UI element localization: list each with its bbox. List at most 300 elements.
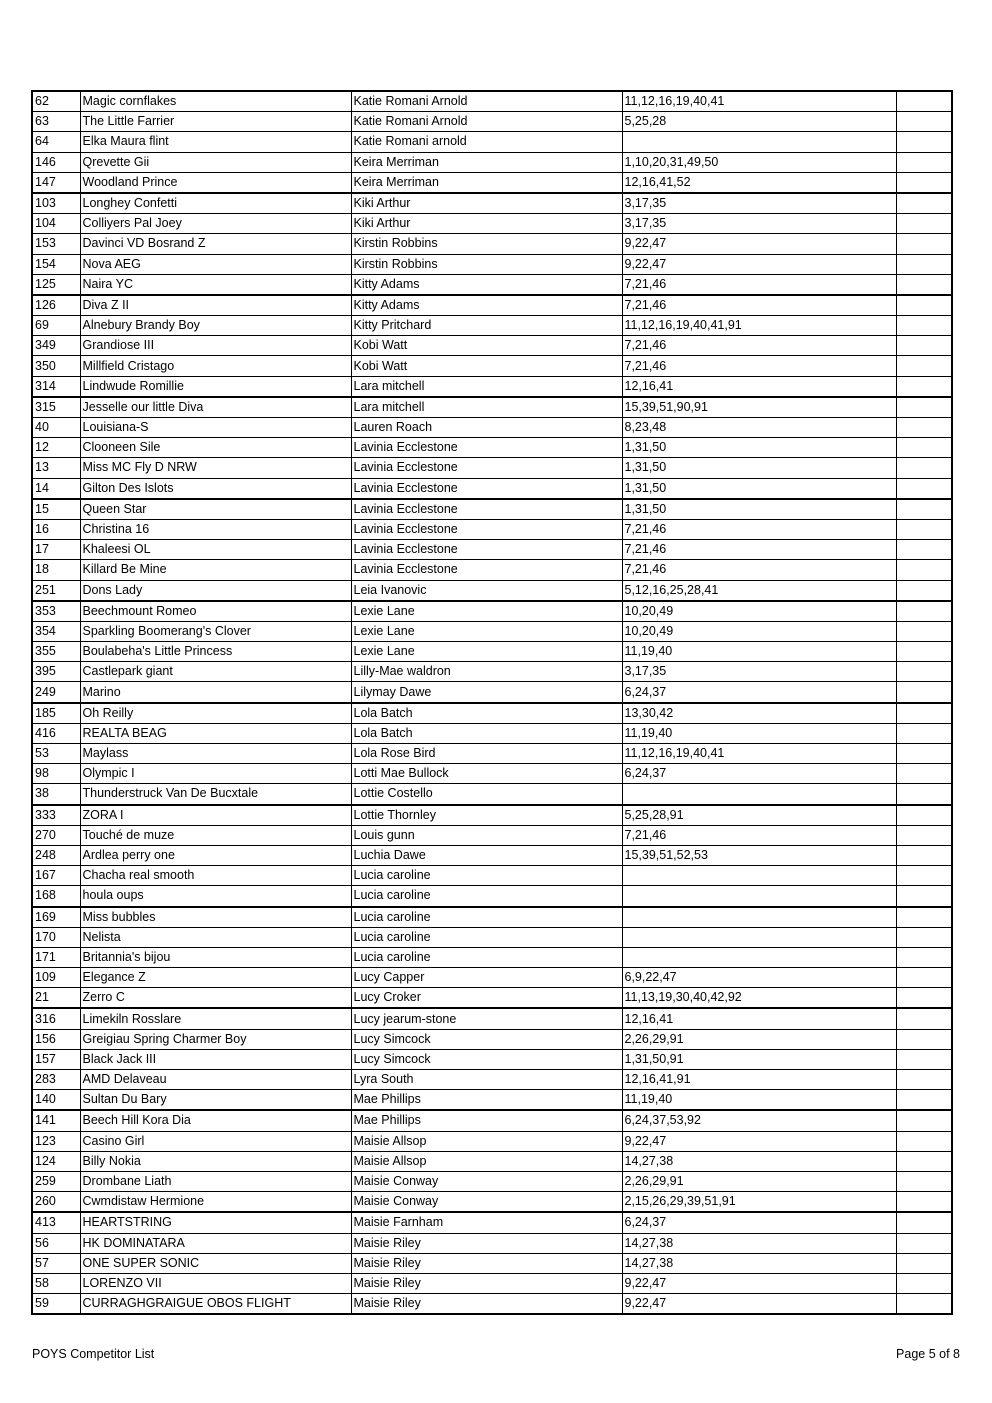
entry-number-cell: 124 [32,1151,80,1171]
table-row [32,316,952,336]
table-row [32,418,952,438]
table-row [32,397,952,418]
rider-name-cell: Lavinia Ecclestone [351,478,622,499]
horse-name-cell: Maylass [80,744,351,764]
extra-cell [896,478,952,499]
horse-name-cell: ONE SUPER SONIC [80,1253,351,1273]
classes-cell: 12,16,41,52 [622,172,896,193]
table-row [32,519,952,539]
table-row [32,132,952,152]
entry-number-cell: 168 [32,886,80,907]
entry-number-cell: 98 [32,764,80,784]
rider-name-cell: Lexie Lane [351,642,622,662]
horse-name-cell: Britannia's bijou [80,947,351,967]
extra-cell [896,1273,952,1293]
rider-name-cell: Lyra South [351,1070,622,1090]
extra-cell [896,91,952,112]
classes-cell: 9,22,47 [622,254,896,274]
rider-name-cell: Lilly-Mae waldron [351,662,622,682]
table-row [32,1151,952,1171]
entry-number-cell: 270 [32,825,80,845]
table-row [32,845,952,865]
entry-number-cell: 57 [32,1253,80,1273]
table-row [32,540,952,560]
extra-cell [896,1049,952,1069]
entry-number-cell: 62 [32,91,80,112]
table-row [32,744,952,764]
rider-name-cell: Lavinia Ecclestone [351,540,622,560]
table-row [32,336,952,356]
entry-number-cell: 21 [32,988,80,1009]
entry-number-cell: 140 [32,1090,80,1111]
horse-name-cell: Miss bubbles [80,907,351,928]
entry-number-cell: 154 [32,254,80,274]
rider-name-cell: Kitty Adams [351,274,622,295]
classes-cell: 8,23,48 [622,418,896,438]
table-row [32,1253,952,1273]
table-row [32,784,952,805]
rider-name-cell: Lucy jearum-stone [351,1008,622,1029]
rider-name-cell: Lottie Costello [351,784,622,805]
table-row [32,356,952,376]
classes-cell: 1,31,50 [622,478,896,499]
classes-cell: 7,21,46 [622,540,896,560]
horse-name-cell: Ardlea perry one [80,845,351,865]
rider-name-cell: Lucy Simcock [351,1029,622,1049]
extra-cell [896,988,952,1009]
entry-number-cell: 15 [32,499,80,520]
classes-cell: 11,19,40 [622,1090,896,1111]
entry-number-cell: 416 [32,723,80,743]
classes-cell: 6,9,22,47 [622,968,896,988]
horse-name-cell: Qrevette Gii [80,152,351,172]
horse-name-cell: Dons Lady [80,580,351,601]
entry-number-cell: 64 [32,132,80,152]
rider-name-cell: Lola Batch [351,703,622,724]
horse-name-cell: LORENZO VII [80,1273,351,1293]
horse-name-cell: Castlepark giant [80,662,351,682]
entry-number-cell: 141 [32,1110,80,1131]
rider-name-cell: Lucia caroline [351,866,622,886]
extra-cell [896,621,952,641]
entry-number-cell: 353 [32,601,80,622]
table-row [32,458,952,478]
extra-cell [896,540,952,560]
horse-name-cell: Casino Girl [80,1131,351,1151]
horse-name-cell: Naira YC [80,274,351,295]
table-row [32,662,952,682]
extra-cell [896,1253,952,1273]
classes-cell: 7,21,46 [622,560,896,580]
extra-cell [896,499,952,520]
classes-cell: 11,12,16,19,40,41 [622,744,896,764]
rider-name-cell: Lara mitchell [351,376,622,397]
entry-number-cell: 156 [32,1029,80,1049]
entry-number-cell: 16 [32,519,80,539]
horse-name-cell: Killard Be Mine [80,560,351,580]
rider-name-cell: Maisie Riley [351,1294,622,1315]
horse-name-cell: Cwmdistaw Hermione [80,1192,351,1213]
classes-cell [622,907,896,928]
classes-cell: 10,20,49 [622,621,896,641]
table-row [32,886,952,907]
rider-name-cell: Kobi Watt [351,336,622,356]
entry-number-cell: 126 [32,295,80,316]
horse-name-cell: Olympic I [80,764,351,784]
entry-number-cell: 69 [32,316,80,336]
classes-cell: 6,24,37 [622,1212,896,1233]
classes-cell: 12,16,41,91 [622,1070,896,1090]
rider-name-cell: Kitty Pritchard [351,316,622,336]
extra-cell [896,784,952,805]
classes-cell [622,866,896,886]
horse-name-cell: Touché de muze [80,825,351,845]
horse-name-cell: Nelista [80,927,351,947]
extra-cell [896,1151,952,1171]
table-row [32,580,952,601]
classes-cell: 6,24,37 [622,764,896,784]
horse-name-cell: Diva Z II [80,295,351,316]
horse-name-cell: Louisiana-S [80,418,351,438]
entry-number-cell: 17 [32,540,80,560]
extra-cell [896,1090,952,1111]
rider-name-cell: Kiki Arthur [351,193,622,214]
classes-cell: 2,26,29,91 [622,1029,896,1049]
extra-cell [896,214,952,234]
classes-cell: 1,31,50 [622,458,896,478]
table-row [32,234,952,254]
extra-cell [896,560,952,580]
classes-cell: 9,22,47 [622,1294,896,1315]
classes-cell: 9,22,47 [622,1273,896,1293]
horse-name-cell: Lindwude Romillie [80,376,351,397]
rider-name-cell: Keira Merriman [351,152,622,172]
entry-number-cell: 354 [32,621,80,641]
extra-cell [896,1212,952,1233]
horse-name-cell: Oh Reilly [80,703,351,724]
entry-number-cell: 146 [32,152,80,172]
extra-cell [896,744,952,764]
classes-cell: 12,16,41 [622,376,896,397]
competitor-table [31,90,953,1315]
table-row [32,274,952,295]
competitor-table-body [32,91,952,1314]
horse-name-cell: Thunderstruck Van De Bucxtale [80,784,351,805]
rider-name-cell: Kirstin Robbins [351,234,622,254]
entry-number-cell: 314 [32,376,80,397]
entry-number-cell: 38 [32,784,80,805]
entry-number-cell: 260 [32,1192,80,1213]
rider-name-cell: Lola Batch [351,723,622,743]
horse-name-cell: Khaleesi OL [80,540,351,560]
rider-name-cell: Louis gunn [351,825,622,845]
extra-cell [896,580,952,601]
horse-name-cell: Drombane Liath [80,1171,351,1191]
horse-name-cell: Woodland Prince [80,172,351,193]
classes-cell: 2,26,29,91 [622,1171,896,1191]
extra-cell [896,764,952,784]
table-row [32,1110,952,1131]
horse-name-cell: Clooneen Sile [80,438,351,458]
classes-cell: 7,21,46 [622,274,896,295]
entry-number-cell: 153 [32,234,80,254]
classes-cell: 14,27,38 [622,1151,896,1171]
table-row [32,621,952,641]
rider-name-cell: Lexie Lane [351,601,622,622]
table-row [32,1212,952,1233]
classes-cell: 9,22,47 [622,234,896,254]
entry-number-cell: 259 [32,1171,80,1191]
horse-name-cell: Black Jack III [80,1049,351,1069]
extra-cell [896,825,952,845]
horse-name-cell: Nova AEG [80,254,351,274]
horse-name-cell: Sparkling Boomerang's Clover [80,621,351,641]
horse-name-cell: Jesselle our little Diva [80,397,351,418]
classes-cell [622,947,896,967]
entry-number-cell: 248 [32,845,80,865]
horse-name-cell: Davinci VD Bosrand Z [80,234,351,254]
entry-number-cell: 13 [32,458,80,478]
extra-cell [896,601,952,622]
table-row [32,825,952,845]
extra-cell [896,1008,952,1029]
classes-cell: 7,21,46 [622,356,896,376]
extra-cell [896,1171,952,1191]
table-row [32,927,952,947]
entry-number-cell: 349 [32,336,80,356]
rider-name-cell: Mae Phillips [351,1090,622,1111]
table-row [32,968,952,988]
extra-cell [896,703,952,724]
table-row [32,295,952,316]
classes-cell: 7,21,46 [622,519,896,539]
table-row [32,947,952,967]
classes-cell: 12,16,41 [622,1008,896,1029]
classes-cell: 15,39,51,90,91 [622,397,896,418]
horse-name-cell: Millfield Cristago [80,356,351,376]
extra-cell [896,397,952,418]
rider-name-cell: Lavinia Ecclestone [351,499,622,520]
entry-number-cell: 395 [32,662,80,682]
entry-number-cell: 56 [32,1233,80,1253]
extra-cell [896,193,952,214]
extra-cell [896,234,952,254]
classes-cell: 14,27,38 [622,1253,896,1273]
extra-cell [896,274,952,295]
classes-cell: 3,17,35 [622,214,896,234]
entry-number-cell: 18 [32,560,80,580]
table-row [32,1233,952,1253]
rider-name-cell: Keira Merriman [351,172,622,193]
extra-cell [896,458,952,478]
rider-name-cell: Katie Romani arnold [351,132,622,152]
rider-name-cell: Katie Romani Arnold [351,112,622,132]
horse-name-cell: Marino [80,682,351,703]
classes-cell: 11,13,19,30,40,42,92 [622,988,896,1009]
entry-number-cell: 53 [32,744,80,764]
extra-cell [896,376,952,397]
table-row [32,560,952,580]
classes-cell: 6,24,37 [622,682,896,703]
horse-name-cell: AMD Delaveau [80,1070,351,1090]
rider-name-cell: Lauren Roach [351,418,622,438]
rider-name-cell: Maisie Farnham [351,1212,622,1233]
horse-name-cell: Christina 16 [80,519,351,539]
horse-name-cell: The Little Farrier [80,112,351,132]
rider-name-cell: Lottie Thornley [351,805,622,826]
horse-name-cell: Magic cornflakes [80,91,351,112]
footer-document-title: POYS Competitor List [32,1347,155,1361]
rider-name-cell: Maisie Conway [351,1192,622,1213]
table-row [32,682,952,703]
rider-name-cell: Lucia caroline [351,907,622,928]
extra-cell [896,132,952,152]
classes-cell: 1,31,50,91 [622,1049,896,1069]
classes-cell [622,886,896,907]
extra-cell [896,662,952,682]
classes-cell: 1,31,50 [622,499,896,520]
classes-cell: 14,27,38 [622,1233,896,1253]
rider-name-cell: Lucia caroline [351,947,622,967]
entry-number-cell: 125 [32,274,80,295]
horse-name-cell: Beechmount Romeo [80,601,351,622]
rider-name-cell: Kirstin Robbins [351,254,622,274]
rider-name-cell: Lucy Capper [351,968,622,988]
table-row [32,1029,952,1049]
classes-cell: 7,21,46 [622,336,896,356]
table-row [32,1090,952,1111]
rider-name-cell: Kiki Arthur [351,214,622,234]
table-row [32,1049,952,1069]
table-row [32,764,952,784]
rider-name-cell: Mae Phillips [351,1110,622,1131]
horse-name-cell: Elegance Z [80,968,351,988]
horse-name-cell: HK DOMINATARA [80,1233,351,1253]
table-row [32,172,952,193]
rider-name-cell: Luchia Dawe [351,845,622,865]
entry-number-cell: 249 [32,682,80,703]
classes-cell: 6,24,37,53,92 [622,1110,896,1131]
rider-name-cell: Lucia caroline [351,886,622,907]
extra-cell [896,418,952,438]
entry-number-cell: 413 [32,1212,80,1233]
horse-name-cell: ZORA I [80,805,351,826]
extra-cell [896,316,952,336]
entry-number-cell: 40 [32,418,80,438]
extra-cell [896,1233,952,1253]
rider-name-cell: Lavinia Ecclestone [351,519,622,539]
extra-cell [896,642,952,662]
extra-cell [896,723,952,743]
extra-cell [896,336,952,356]
entry-number-cell: 14 [32,478,80,499]
entry-number-cell: 123 [32,1131,80,1151]
table-row [32,214,952,234]
table-row [32,642,952,662]
classes-cell: 10,20,49 [622,601,896,622]
horse-name-cell: Colliyers Pal Joey [80,214,351,234]
extra-cell [896,866,952,886]
extra-cell [896,438,952,458]
horse-name-cell: Limekiln Rosslare [80,1008,351,1029]
extra-cell [896,152,952,172]
table-row [32,478,952,499]
classes-cell: 1,31,50 [622,438,896,458]
rider-name-cell: Maisie Allsop [351,1131,622,1151]
horse-name-cell: Beech Hill Kora Dia [80,1110,351,1131]
table-row [32,1008,952,1029]
table-row [32,1171,952,1191]
horse-name-cell: Billy Nokia [80,1151,351,1171]
extra-cell [896,295,952,316]
horse-name-cell: Sultan Du Bary [80,1090,351,1111]
horse-name-cell: HEARTSTRING [80,1212,351,1233]
entry-number-cell: 58 [32,1273,80,1293]
classes-cell: 11,19,40 [622,642,896,662]
extra-cell [896,519,952,539]
rider-name-cell: Lucy Simcock [351,1049,622,1069]
horse-name-cell: Gilton Des Islots [80,478,351,499]
extra-cell [896,1294,952,1315]
table-row [32,866,952,886]
extra-cell [896,682,952,703]
table-row [32,438,952,458]
rider-name-cell: Lavinia Ecclestone [351,458,622,478]
horse-name-cell: Chacha real smooth [80,866,351,886]
extra-cell [896,968,952,988]
classes-cell [622,132,896,152]
entry-number-cell: 283 [32,1070,80,1090]
entry-number-cell: 251 [32,580,80,601]
extra-cell [896,947,952,967]
table-row [32,601,952,622]
rider-name-cell: Lara mitchell [351,397,622,418]
entry-number-cell: 157 [32,1049,80,1069]
rider-name-cell: Maisie Conway [351,1171,622,1191]
extra-cell [896,1110,952,1131]
extra-cell [896,172,952,193]
footer-page-number: Page 5 of 8 [896,1347,960,1361]
horse-name-cell: Miss MC Fly D NRW [80,458,351,478]
entry-number-cell: 355 [32,642,80,662]
horse-name-cell: CURRAGHGRAIGUE OBOS FLIGHT [80,1294,351,1315]
rider-name-cell: Lola Rose Bird [351,744,622,764]
classes-cell: 11,12,16,19,40,41 [622,91,896,112]
table-row [32,1273,952,1293]
entry-number-cell: 170 [32,927,80,947]
extra-cell [896,886,952,907]
horse-name-cell: Alnebury Brandy Boy [80,316,351,336]
extra-cell [896,907,952,928]
table-row [32,112,952,132]
extra-cell [896,845,952,865]
rider-name-cell: Kitty Adams [351,295,622,316]
horse-name-cell: Zerro C [80,988,351,1009]
table-row [32,1192,952,1213]
table-row [32,152,952,172]
extra-cell [896,1029,952,1049]
entry-number-cell: 185 [32,703,80,724]
table-row [32,91,952,112]
classes-cell: 11,12,16,19,40,41,91 [622,316,896,336]
rider-name-cell: Lilymay Dawe [351,682,622,703]
horse-name-cell: Elka Maura flint [80,132,351,152]
entry-number-cell: 169 [32,907,80,928]
table-row [32,703,952,724]
rider-name-cell: Maisie Allsop [351,1151,622,1171]
entry-number-cell: 350 [32,356,80,376]
extra-cell [896,805,952,826]
